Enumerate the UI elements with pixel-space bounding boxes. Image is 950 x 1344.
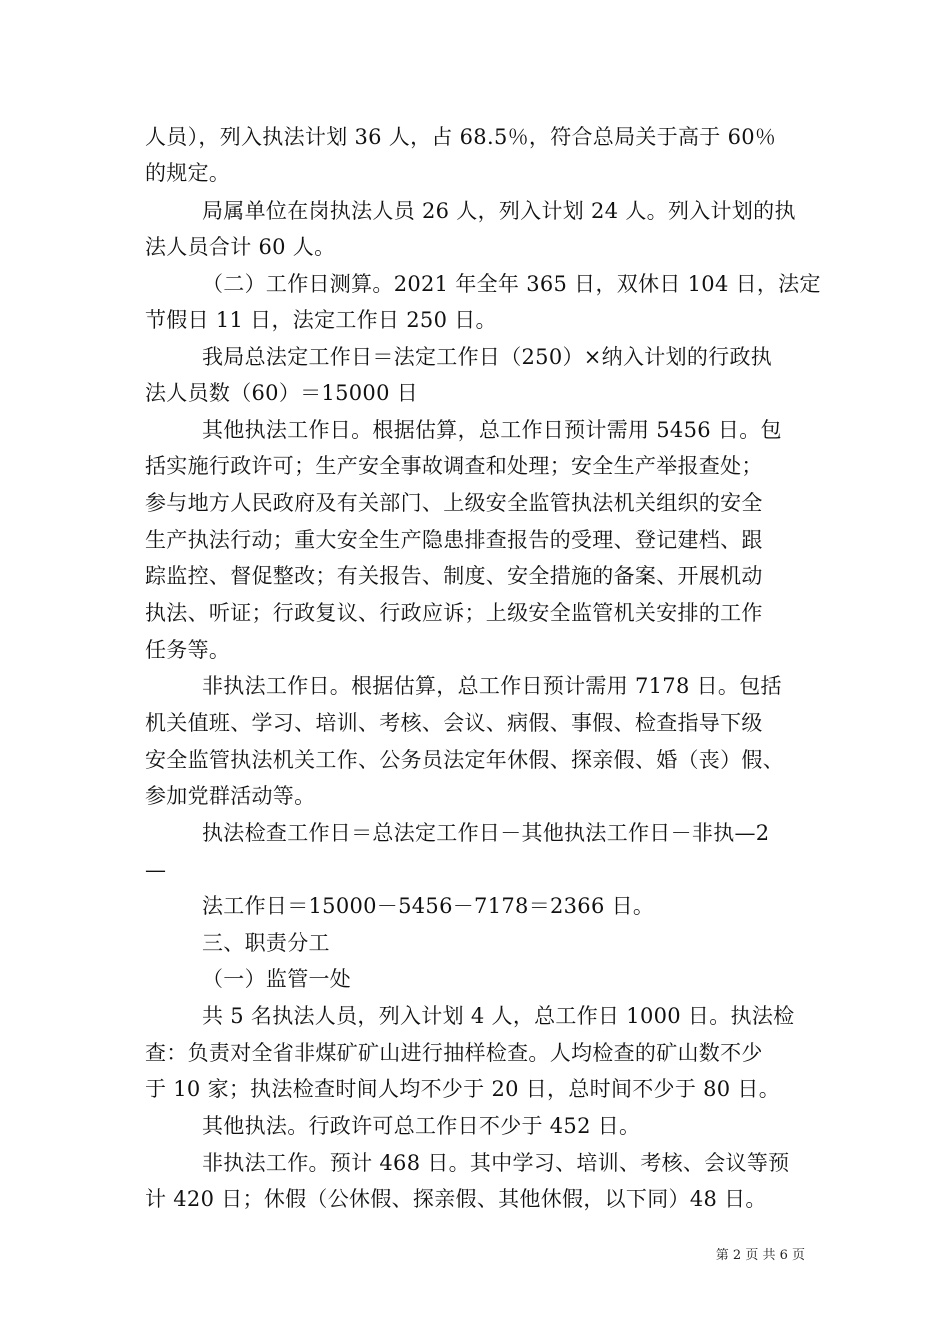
text-line: 法人员数（60）＝15000 日 [145,381,419,405]
text-line: 计 420 日；休假（公休假、探亲假、其他休假，以下同）48 日。 [145,1187,767,1211]
text-line: 参与地方人民政府及有关部门、上级安全监管执法机关组织的安全 [145,491,763,515]
text-line: （二）工作日测算。2021 年全年 365 日，双休日 104 日，法定 [202,272,821,296]
text-line: 非执法工作日。根据估算，总工作日预计需用 7178 日。包括 [202,674,782,698]
text-line: 括实施行政许可；生产安全事故调查和处理；安全生产举报查处； [145,454,763,478]
text-line: 局属单位在岗执法人员 26 人，列入计划 24 人。列入计划的执 [202,199,796,223]
text-line: — [145,858,167,882]
text-line: 的规定。 [145,161,231,185]
text-line: 生产执法行动；重大安全生产隐患排查报告的受理、登记建档、跟 [145,528,763,552]
text-line: 法工作日＝15000－5456－7178＝2366 日。 [202,894,655,918]
text-line: 我局总法定工作日＝法定工作日（250）×纳入计划的行政执 [202,345,773,369]
text-line: 机关值班、学习、培训、考核、会议、病假、事假、检查指导下级 [145,711,763,735]
text-line: 任务等。 [145,638,231,662]
text-line: 非执法工作。预计 468 日。其中学习、培训、考核、会议等预 [202,1151,790,1175]
page-number: 第 2 页 共 6 页 [715,1248,805,1263]
text-line: 其他执法工作日。根据估算，总工作日预计需用 5456 日。包 [202,418,782,442]
text-line: 其他执法。行政许可总工作日不少于 452 日。 [202,1114,641,1138]
text-line: 人员），列入执法计划 36 人，占 68.5％，符合总局关于高于 60％ [145,125,777,149]
text-line: 于 10 家；执法检查时间人均不少于 20 日，总时间不少于 80 日。 [145,1077,781,1101]
text-line: 参加党群活动等。 [145,784,316,808]
subsection-heading: （一）监管一处 [202,967,352,991]
section-heading: 三、职责分工 [202,931,330,955]
text-line: 共 5 名执法人员，列入计划 4 人，总工作日 1000 日。执法检 [202,1004,795,1028]
text-line: 执法检查工作日＝总法定工作日－其他执法工作日－非执—2 [202,821,770,845]
text-line: 查：负责对全省非煤矿矿山进行抽样检查。人均检查的矿山数不少 [145,1041,763,1065]
text-line: 节假日 11 日，法定工作日 250 日。 [145,308,497,332]
text-line: 踪监控、督促整改；有关报告、制度、安全措施的备案、开展机动 [145,564,763,588]
text-line: 法人员合计 60 人。 [145,235,336,259]
text-line: 安全监管执法机关工作、公务员法定年休假、探亲假、婚（丧）假、 [145,748,784,772]
text-line: 执法、听证；行政复议、行政应诉；上级安全监管机关安排的工作 [145,601,763,625]
